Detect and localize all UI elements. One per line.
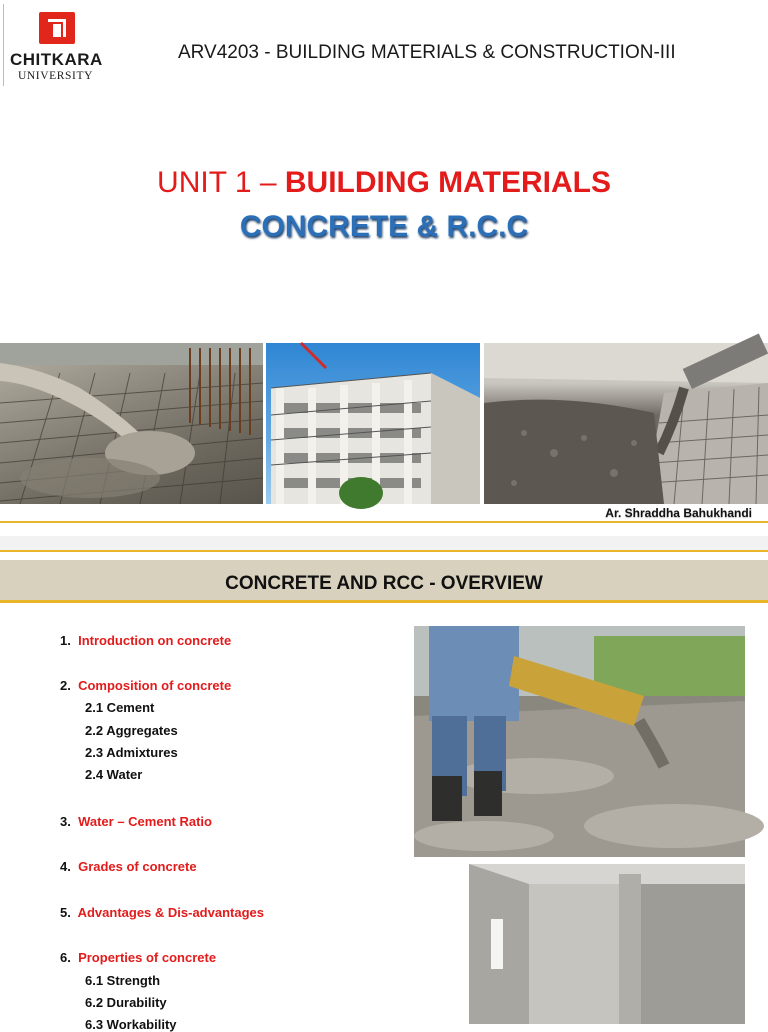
unit-prefix: UNIT 1 – (157, 166, 285, 199)
course-title: ARV4203 - BUILDING MATERIALS & CONSTRUCTION-III (178, 42, 676, 63)
toc-subitem: 2.2 Aggregates (85, 723, 178, 738)
concrete-chute-photo (484, 343, 768, 504)
toc-subitem: 6.3 Workability (85, 1017, 177, 1032)
toc-subitem: 6.1 Strength (85, 973, 161, 988)
toc-item: 6. Properties of concrete (60, 950, 217, 965)
logo-subtitle: UNIVERSITY (18, 70, 93, 82)
logo-emblem-icon (39, 12, 75, 44)
top-accent-line (0, 550, 768, 552)
building-frame-photo (266, 343, 480, 504)
concrete-pour-photo (0, 343, 263, 504)
university-logo (3, 4, 103, 86)
unit-title: BUILDING MATERIALS (284, 166, 611, 199)
toc-item: 4. Grades of concrete (60, 859, 197, 874)
author-divider (0, 521, 768, 523)
toc-subitem: 2.1 Cement (85, 700, 155, 715)
toc-item: 3. Water – Cement Ratio (60, 814, 212, 829)
toc-subitem: 6.2 Durability (85, 995, 167, 1010)
toc-item: 1. Introduction on concrete (60, 633, 232, 648)
toc-item: 5. Advantages & Dis-advantages (60, 905, 264, 920)
toc-subitem: 2.3 Admixtures (85, 745, 178, 760)
slide-separator (0, 536, 768, 550)
logo-name: CHITKARA (10, 50, 103, 69)
toc-subitem: 2.4 Water (85, 767, 143, 782)
worker-pouring-photo (414, 626, 745, 857)
toc-item: 2. Composition of concrete (60, 678, 232, 693)
unit-heading (0, 166, 768, 200)
author-name: Ar. Shraddha Bahukhandi (605, 506, 752, 520)
overview-title: CONCRETE AND RCC - OVERVIEW (225, 573, 543, 594)
concrete-room-photo (469, 864, 745, 1024)
unit-subtitle: CONCRETE & R.C.C (239, 210, 529, 243)
